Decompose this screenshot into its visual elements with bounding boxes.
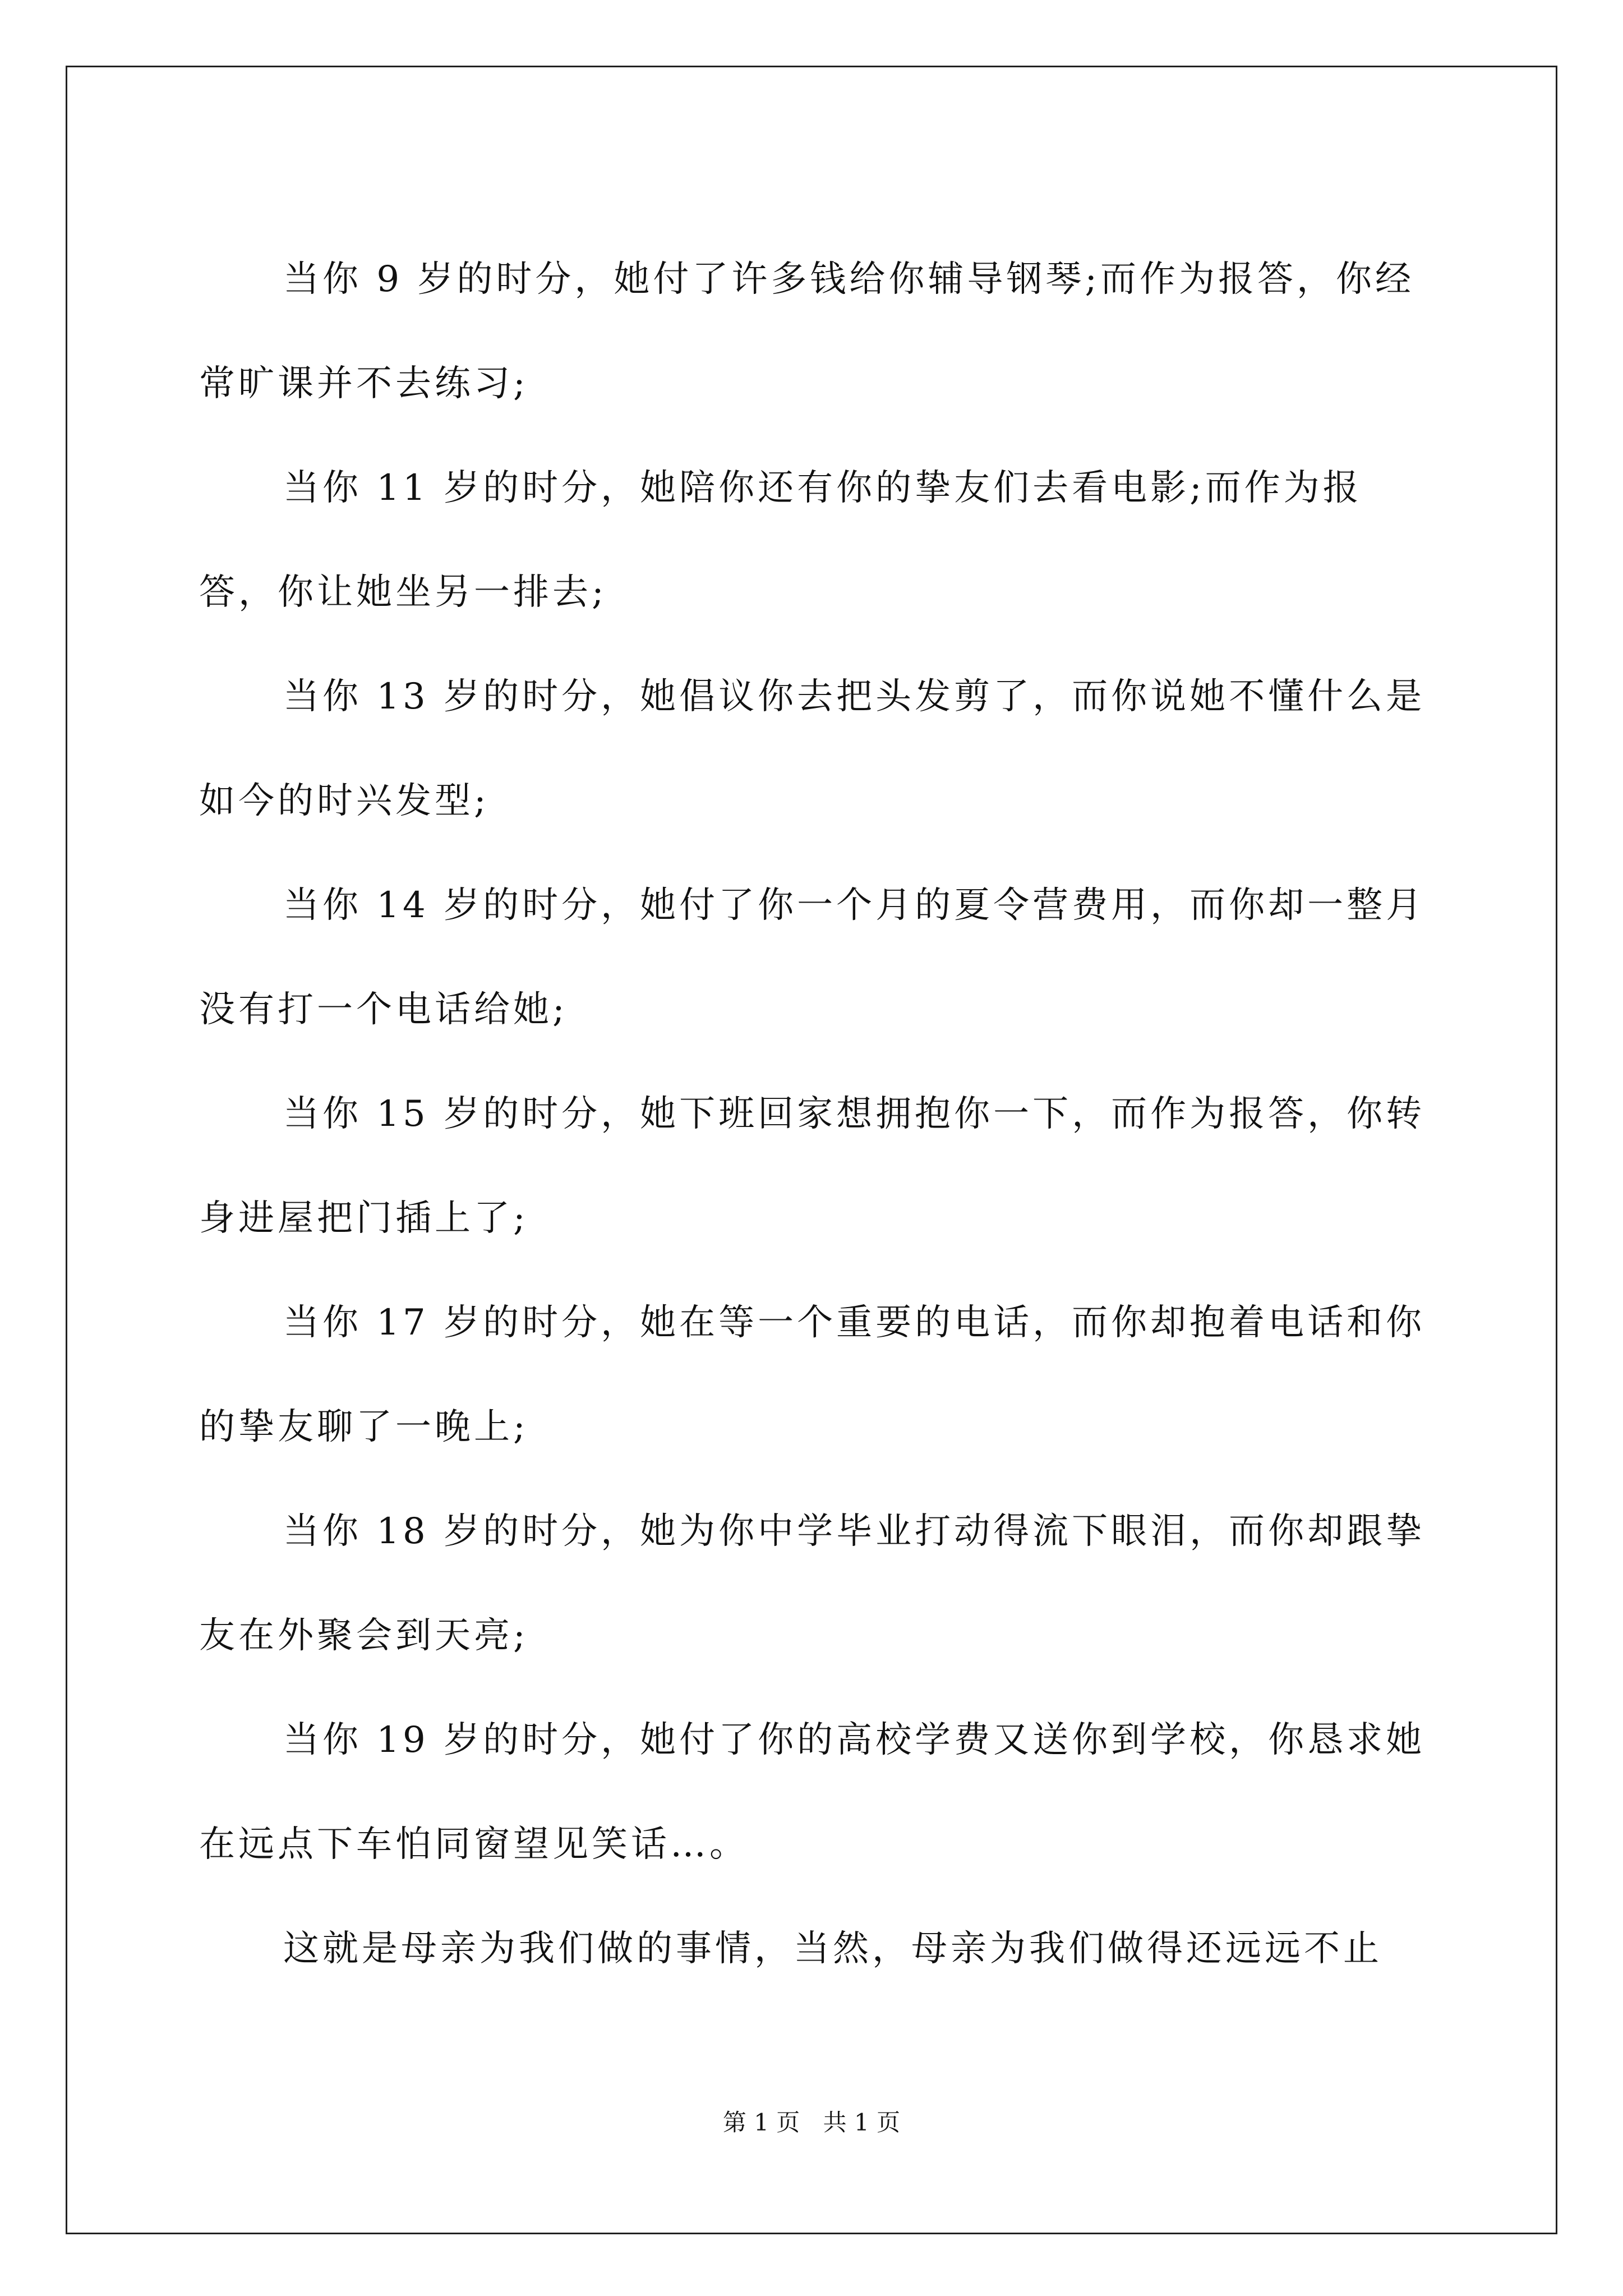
document-body [199, 227, 1433, 2001]
page-footer [0, 2107, 1623, 2138]
paragraph: 当你 9 岁的时分，她付了许多钱给你辅导钢琴;而作为报答，你经常旷课并不去练习; [199, 259, 1414, 404]
page-total: 共 1 页 [823, 2109, 901, 2136]
paragraph: 当你 17 岁的时分，她在等一个重要的电话，而你却抱着电话和你的挚友聊了一晚上; [199, 1302, 1426, 1448]
paragraph: 这就是母亲为我们做的事情，当然，母亲为我们做得还远远不止 [283, 1928, 1382, 1970]
paragraph: 当你 15 岁的时分，她下班回家想拥抱你一下，而作为报答，你转身进屋把门插上了; [199, 1093, 1426, 1239]
paragraph: 当你 13 岁的时分，她倡议你去把头发剪了，而你说她不懂什么是如今的时兴发型; [199, 676, 1426, 822]
paragraph: 当你 19 岁的时分，她付了你的高校学费又送你到学校，你恳求她在远点下车怕同窗望见笑话…。 [199, 1719, 1426, 1865]
paragraph: 当你 18 岁的时分，她为你中学毕业打动得流下眼泪，而你却跟挚友在外聚会到天亮; [199, 1511, 1426, 1657]
page-number: 第 1 页 [722, 2109, 800, 2136]
paragraph: 当你 11 岁的时分，她陪你还有你的挚友们去看电影;而作为报答，你让她坐另一排去; [199, 467, 1362, 613]
paragraph: 当你 14 岁的时分，她付了你一个月的夏令营费用，而你却一整月没有打一个电话给她; [199, 885, 1426, 1030]
